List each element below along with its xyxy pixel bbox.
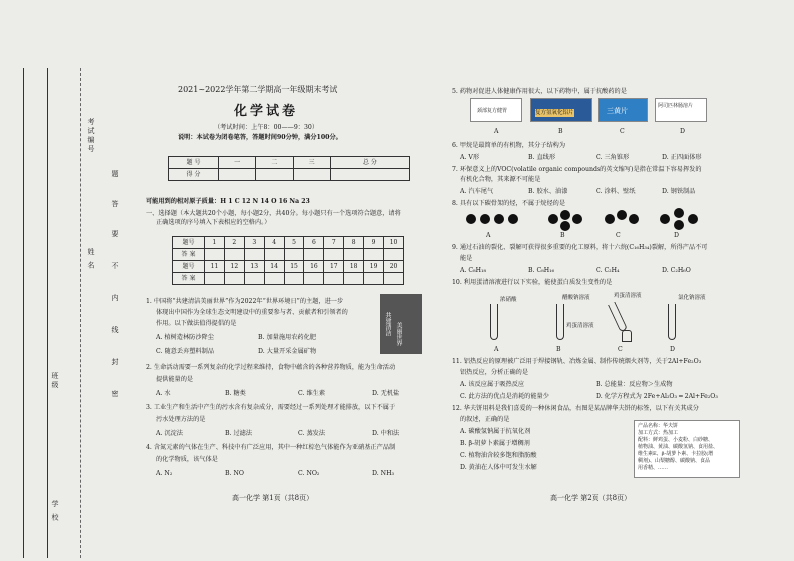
score-head: 三 — [293, 157, 330, 169]
answer-head: 1 — [205, 237, 225, 249]
q2-option-a: A. 水 — [156, 390, 171, 397]
environment-day-poster — [380, 294, 422, 354]
q1-line3: 作用。以下做法值得提倡的是 — [156, 320, 237, 327]
drug-name-d: 阿司匹林肠溶片 — [658, 103, 694, 109]
answer-cell[interactable] — [364, 249, 384, 261]
q12-line1: 12. 华夫饼用料是我们喜爱的一种休闲食品，右图是某品牌华夫饼的标签，以下有关其成分 — [452, 405, 699, 412]
seal-char: 线 — [111, 326, 119, 335]
answer-label: 答 案 — [173, 249, 205, 261]
carbon-atom — [688, 214, 698, 224]
score-head: 一 — [219, 157, 256, 169]
answer-head: 14 — [264, 261, 284, 273]
answer-head: 16 — [304, 261, 324, 273]
answer-cell[interactable] — [264, 249, 284, 261]
q10-heat-c: 鸡蛋清溶液 — [614, 293, 642, 299]
answer-cell[interactable] — [284, 273, 304, 285]
carbon-atom — [605, 214, 615, 224]
q10-letter-a: A — [494, 346, 499, 353]
q4-option-a: A. N₂ — [156, 470, 173, 477]
carbon-atom — [508, 214, 518, 224]
answer-head: 5 — [284, 237, 304, 249]
carbon-atom — [494, 214, 504, 224]
q10-egg-b: 鸡蛋清溶液 — [566, 323, 594, 329]
q12-option-a: A. 碳酸氢钠属于抗氧化剂 — [460, 428, 531, 435]
q1-option-c: C. 随意丢弃塑料制品 — [156, 348, 214, 355]
exam-header: 2021~2022学年第二学期高一年级期末考试 — [178, 85, 338, 94]
answer-cell[interactable] — [344, 249, 364, 261]
q5-letter-c: C — [620, 128, 625, 135]
q8-line: 8. 具有以下碳骨架的烃，不属于烷烃的是 — [452, 200, 566, 207]
q5-letter-d: D — [680, 128, 685, 135]
q10-reagent-b: 醋酸钠溶液 — [562, 295, 590, 301]
answer-cell[interactable] — [384, 249, 404, 261]
carbon-atom — [674, 208, 684, 218]
q12-line2: 的叙述，正确的是 — [460, 416, 510, 423]
answer-cell[interactable] — [324, 273, 344, 285]
q3-line2: 污水处理方法的是 — [156, 416, 206, 423]
answer-cell[interactable] — [304, 273, 324, 285]
answer-cell[interactable] — [205, 273, 225, 285]
drug-box-c — [598, 98, 648, 122]
test-tube — [490, 304, 498, 340]
q11-option-b: B. 总能量：反应物＞生成物 — [596, 381, 673, 388]
label-line: 加工方式：热加工 — [638, 430, 679, 436]
answer-cell[interactable] — [284, 249, 304, 261]
q12-option-c: C. 植物油含较多饱和脂肪酸 — [460, 452, 537, 459]
score-head: 二 — [256, 157, 293, 169]
footer-page1: 高一化学 第1页（共8页） — [232, 494, 314, 502]
test-tube — [608, 302, 628, 333]
q5-letter-b: B — [558, 128, 563, 135]
carbon-atom — [674, 220, 684, 230]
q3-line1: 3. 工业生产和生活中产生的污水含有复杂成分，需要经过一系列处理才能排放，以下不属于 — [146, 404, 396, 411]
answer-cell[interactable] — [364, 273, 384, 285]
seal-char: 答 — [111, 200, 119, 209]
q6-option-b: B. 直线形 — [528, 154, 556, 161]
answer-cell[interactable] — [224, 249, 244, 261]
food-label-box — [634, 420, 740, 478]
q4-line2: 的化学物质，该气体是 — [156, 456, 218, 463]
q10-letter-c: C — [618, 346, 623, 353]
q2-option-d: D. 无机盐 — [372, 390, 400, 397]
answer-head: 3 — [244, 237, 264, 249]
answer-cell[interactable] — [344, 273, 364, 285]
answer-cell[interactable] — [244, 273, 264, 285]
answer-head: 15 — [284, 261, 304, 273]
q2-line2: 提供能量的是 — [156, 376, 194, 383]
q9-option-d: D. C₂H₆O — [662, 267, 691, 274]
answer-head: 题号 — [173, 237, 205, 249]
q4-option-c: C. NO₂ — [298, 470, 320, 477]
label-line: 用香精、…… — [638, 465, 669, 471]
carbon-atom — [560, 221, 570, 231]
section1-instructions-cont: 正确选项的序号填入下表相应的空格内。） — [156, 219, 271, 226]
q2-option-c: C. 维生素 — [298, 390, 326, 397]
label-line: 配料：鲜鸡蛋、小麦粉、白砂糖、 — [638, 437, 714, 443]
q2-option-b: B. 糖类 — [225, 390, 246, 397]
q10-apparatus-c — [600, 292, 660, 344]
drug-box-b — [530, 98, 592, 122]
answer-cell[interactable] — [244, 249, 264, 261]
footer-page2: 高一化学 第2页（共8页） — [550, 494, 632, 502]
q7-line1: 7. 环保意义上的VOC(volatile organic compounds的英文缩写)是指在常温下容易挥发的 — [452, 166, 702, 173]
q4-line1: 4. 含氮元素的气体在生产、科技中有广泛应用，其中一种红棕色气体能作为亚硝基正产品制 — [146, 444, 396, 451]
answer-head: 19 — [364, 261, 384, 273]
answer-head: 2 — [224, 237, 244, 249]
q5-line: 5. 药物对促进人体健康作用很大，以下药物中，属于抗酸药的是 — [452, 88, 627, 95]
carbon-atom — [660, 214, 670, 224]
q7-option-a: A. 汽车尾气 — [460, 188, 494, 195]
q8-letter-d: D — [674, 232, 679, 239]
answer-head: 13 — [244, 261, 264, 273]
answer-head: 20 — [384, 261, 404, 273]
answer-table — [172, 236, 404, 285]
drug-name-a: 颈部复方健胃 — [477, 108, 508, 114]
drug-name-c: 三黄片 — [607, 107, 628, 115]
answer-head: 7 — [324, 237, 344, 249]
name-label: 姓 名 — [87, 248, 95, 271]
answer-head: 4 — [264, 237, 284, 249]
answer-head: 9 — [364, 237, 384, 249]
answer-head: 17 — [324, 261, 344, 273]
carbon-atom — [548, 214, 558, 224]
score-table — [168, 156, 410, 181]
q1-option-a: A. 植树造林防沙降尘 — [156, 334, 214, 341]
answer-cell[interactable] — [304, 249, 324, 261]
score-cell[interactable] — [330, 169, 409, 181]
seal-char: 密 — [111, 390, 119, 399]
binding-line-left — [23, 68, 24, 558]
q2-line1: 2. 生命活动需要一系列复杂的化学过程来维持，食物中蕴含的各种营养物质，能为生命活动 — [146, 364, 396, 371]
q7-option-b: B. 胶水、油漆 — [528, 188, 568, 195]
q9-line2: 能是 — [460, 255, 473, 262]
seal-char: 题 — [111, 170, 119, 179]
test-tube — [556, 304, 564, 340]
q9-option-c: C. C₂H₄ — [596, 267, 620, 274]
answer-head: 18 — [344, 261, 364, 273]
q11-option-c: C. 此方法的优点是消耗的能量少 — [460, 393, 549, 400]
answer-head: 8 — [344, 237, 364, 249]
q10-apparatus-b — [536, 292, 606, 344]
q10-line: 10. 利用蛋清溶液进行以下实验，能使蛋白质发生变性的是 — [452, 279, 613, 286]
q7-option-c: C. 涂料、壁纸 — [596, 188, 636, 195]
q8-letter-c: C — [616, 232, 621, 239]
q3-option-d: D. 中和法 — [372, 430, 400, 437]
label-line: 维生素E、β-胡萝卜素、卡拉胶(增 — [638, 451, 714, 457]
q6-option-d: D. 正四面体形 — [662, 154, 702, 161]
carbon-atom — [480, 214, 490, 224]
q1-option-b: B. 加量施用农药化肥 — [258, 334, 316, 341]
answer-head: 题号 — [173, 261, 205, 273]
q11-option-d: D. 化学方程式为 2Fe+Al₂O₃ ═ 2Al+Fe₂O₃ — [596, 393, 718, 400]
q6-option-a: A. V形 — [460, 154, 480, 161]
answer-head: 6 — [304, 237, 324, 249]
q6-option-c: C. 三角锥形 — [596, 154, 630, 161]
carbon-atom — [466, 214, 476, 224]
poster-text: 美丽世界 — [395, 322, 402, 346]
q10-reagent-d: 氯化钠溶液 — [678, 295, 706, 301]
answer-cell[interactable] — [384, 273, 404, 285]
score-cell[interactable] — [219, 169, 256, 181]
q10-apparatus-a — [474, 296, 544, 344]
q11-line2: 铝热反应，分析正确的是 — [460, 369, 529, 376]
q9-option-b: B. C₈H₁₆ — [528, 267, 555, 274]
label-line: 植物油、黄油、碳酸氢钠、食用盐、 — [638, 444, 719, 450]
score-row-label: 得 分 — [169, 169, 219, 181]
q3-option-b: B. 过滤法 — [225, 430, 253, 437]
q6-line: 6. 甲烷是最简单的有机物，其分子结构为 — [452, 142, 566, 149]
q10-apparatus-d — [656, 292, 716, 344]
exam-title: 化学试卷 — [234, 104, 299, 119]
q12-option-b: B. β-胡萝卜素属于增稠剂 — [460, 440, 530, 447]
seal-char: 内 — [111, 294, 119, 303]
q4-option-b: B. NO — [225, 470, 244, 477]
q10-reagent-a: 浓硝酸 — [500, 297, 517, 303]
q1-line2: 体现出中国作为全球生态文明建设中的重要参与者、贡献者和引领者的 — [156, 309, 348, 316]
q11-option-a: A. 该反应属于吸热反应 — [460, 381, 525, 388]
q7-option-d: D. 钢铁制品 — [662, 188, 696, 195]
seal-char: 封 — [111, 358, 119, 367]
q10-letter-d: D — [670, 346, 675, 353]
q8-letter-b: B — [560, 232, 565, 239]
alcohol-lamp — [622, 330, 632, 342]
exam-number-label: 考试编号 — [87, 118, 95, 154]
q12-option-d: D. 黄油在人体中可发生水解 — [460, 464, 537, 471]
label-line: 稠剂)、山梨糖醇、碳酸钠、食品 — [638, 458, 710, 464]
q3-option-a: A. 沉淀法 — [156, 430, 183, 437]
drug-name-b: 复方氢氧化铝片 — [535, 110, 574, 116]
exam-note: 说明：本试卷为闭卷笔答，答题时间90分钟，满分100分。 — [178, 134, 342, 141]
q4-option-d: D. NH₃ — [372, 470, 394, 477]
carbon-atom — [629, 214, 639, 224]
drug-box-d — [655, 98, 707, 122]
q9-line1: 9. 通过石油的裂化、裂解可获得很多重要的化工原料，将十六烷(C₁₆H₃₄)裂解，所得产品不可 — [452, 244, 708, 251]
score-head: 题 号 — [169, 157, 219, 169]
q1-option-d: D. 大量开采金属矿物 — [258, 348, 317, 355]
q9-option-a: A. C₈H₁₈ — [460, 267, 486, 274]
score-cell[interactable] — [293, 169, 330, 181]
poster-text: 共建清洁 — [384, 312, 391, 336]
seal-char: 要 — [111, 230, 119, 239]
answer-label: 答 案 — [173, 273, 205, 285]
test-tube — [668, 304, 676, 340]
score-cell[interactable] — [256, 169, 293, 181]
label-line: 产品名称：华夫饼 — [638, 423, 679, 429]
drug-box-a — [470, 98, 522, 122]
answer-head: 10 — [384, 237, 404, 249]
answer-head: 12 — [224, 261, 244, 273]
q7-line2: 有机化合物，其来源不可能是 — [460, 176, 541, 183]
q3-option-c: C. 蒸发法 — [298, 430, 326, 437]
q11-line1: 11. 铝热反应的原理被广泛用于焊接钢轨、冶炼金属、制作传统烟火剂等，关于2Al+Fe₂O₃ — [452, 358, 702, 365]
exam-time: （考试时间：上午8：00——9：30） — [214, 124, 319, 131]
carbon-atom — [560, 210, 570, 220]
q5-letter-a: A — [494, 128, 499, 135]
answer-cell[interactable] — [224, 273, 244, 285]
answer-cell[interactable] — [205, 249, 225, 261]
answer-cell[interactable] — [264, 273, 284, 285]
answer-cell[interactable] — [324, 249, 344, 261]
score-head: 总 分 — [330, 157, 409, 169]
binding-line-mid — [47, 68, 48, 558]
carbon-atom — [572, 214, 582, 224]
q1-line1: 1. 中国将“共建清洁美丽世界”作为2022年“世界环境日”的主题，进一步 — [146, 298, 344, 305]
section1-instructions: 一、选择题（本大题共20个小题，每小题2分，共40分。每小题只有一个选项符合题意，请将 — [146, 210, 401, 217]
seal-char: 不 — [111, 262, 119, 271]
q8-letter-a: A — [486, 232, 491, 239]
school-label: 学 校 — [51, 500, 59, 523]
q10-letter-b: B — [556, 346, 561, 353]
answer-head: 11 — [205, 261, 225, 273]
seal-line — [80, 68, 81, 558]
carbon-atom — [617, 210, 627, 220]
atomic-masses: 可能用到的相对原子质量：H 1 C 12 N 14 O 16 Na 23 — [146, 198, 310, 205]
class-label: 班级 — [51, 372, 59, 390]
